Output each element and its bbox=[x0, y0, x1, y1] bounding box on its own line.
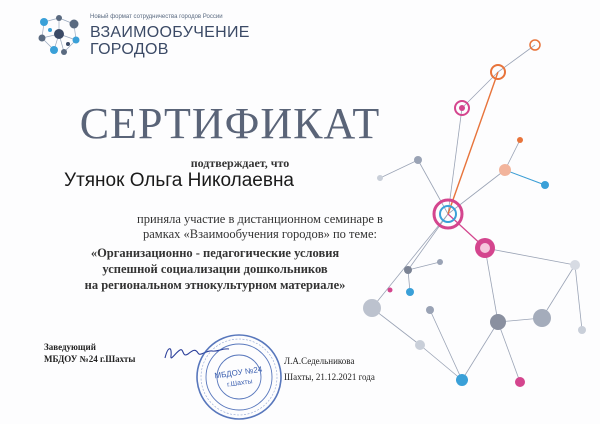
position-line-2: МБДОУ №24 г.Шахты bbox=[44, 354, 136, 364]
stamp-center-line1: МБДОУ №24 bbox=[213, 364, 263, 381]
seminar-topic bbox=[0, 245, 410, 293]
topic-line-3: на региональном этнокультурном материале» bbox=[84, 278, 346, 292]
participation-line-2: рамках «Взаимообучения городов» по теме: bbox=[142, 227, 377, 241]
topic-line-2: успешной социализации дошкольников bbox=[102, 262, 328, 276]
logo-name bbox=[90, 24, 250, 58]
recipient-name: Утянок Ольга Николаевна bbox=[64, 170, 295, 191]
logo-tagline: Новый формат сотрудничества городов России bbox=[90, 14, 223, 20]
signatory-name: Л.А.Седельникова bbox=[284, 356, 355, 366]
city-exchange-logo-icon bbox=[34, 12, 84, 58]
certificate-title: СЕРТИФИКАТ bbox=[79, 99, 381, 148]
confirms-text: подтверждает, что bbox=[190, 156, 290, 170]
position-line-1: Заведующий bbox=[44, 342, 96, 352]
topic-line-1: «Организационно - педагогические условия bbox=[90, 246, 340, 260]
stamp-center-line2: г.Шахты bbox=[226, 378, 254, 389]
participation-text bbox=[0, 212, 470, 242]
signatory-position bbox=[44, 341, 135, 365]
logo-name-line2: ГОРОДОВ bbox=[90, 41, 169, 58]
official-stamp bbox=[193, 331, 285, 423]
logo-name-line1: ВЗАИМООБУЧЕНИЕ bbox=[90, 24, 250, 41]
participation-line-1: приняла участие в дистанционном семинаре в bbox=[137, 212, 383, 226]
place-and-date: Шахты, 21.12.2021 года bbox=[284, 372, 375, 382]
